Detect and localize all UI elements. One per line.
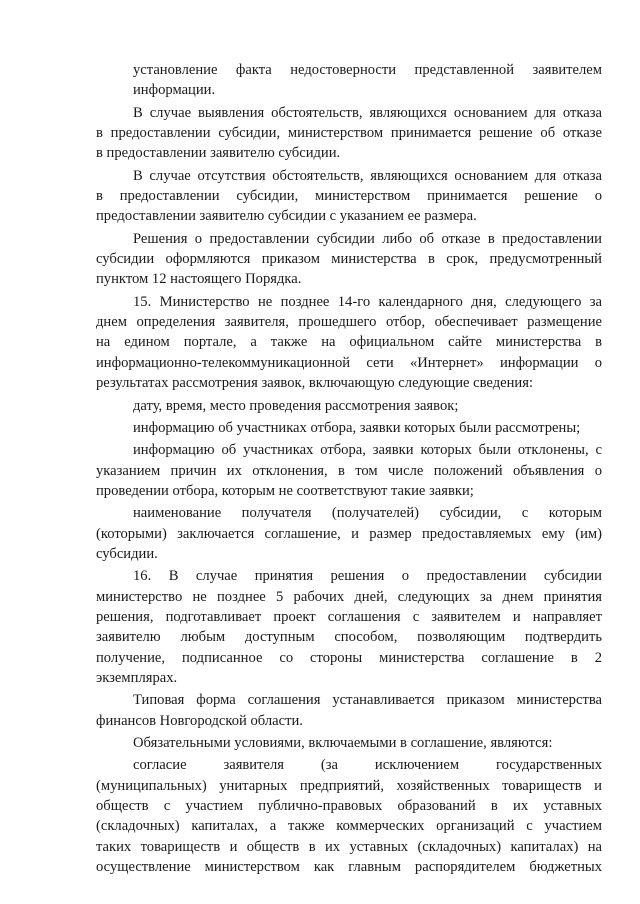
text-line: согласие заявителя (за исключением государственных xyxy=(133,757,602,774)
text-line: установление факта недостоверности представленной заявителем xyxy=(133,62,602,78)
text-line: днем определения заявителя, прошедшего отбор, обеспечивает размещение xyxy=(96,314,602,331)
text-line: заявителю любым доступным способом, позволяющим подтвердить xyxy=(96,629,602,646)
text-line: В случае отсутствия обстоятельств, являющихся основанием для отказа xyxy=(133,167,602,184)
text-line: информации. xyxy=(133,82,216,99)
text-line: наименование получателя (получателей) субсидии, с которым xyxy=(133,505,602,522)
text-line: решения, подготавливает проект соглашения с заявителем и направляет xyxy=(96,608,602,625)
text-line: субсидии. xyxy=(96,545,158,562)
text-line: на едином портале, а также на официальном сайте министерства в xyxy=(96,334,602,351)
text-line: 16. В случае принятия решения о предоставлении субсидии xyxy=(133,568,602,585)
text-line: результатах рассмотрения заявок, включающую следующие сведения: xyxy=(96,375,534,392)
text-line: 15. Министерство не позднее 14-го календарного дня, следующего за xyxy=(133,293,602,310)
text-line: пунктом 12 настоящего Порядка. xyxy=(96,271,302,288)
text-line: (муниципальных) унитарных предприятий, хозяйственных товариществ и xyxy=(96,777,602,794)
text-line: (которыми) заключается соглашение, и размер предоставляемых ему (им) xyxy=(96,525,602,542)
text-line: министерство не позднее 5 рабочих дней, следующих за днем принятия xyxy=(96,588,602,605)
text-line: (складочных) капиталах, а также коммерческих организаций с участием xyxy=(96,818,602,835)
text-line: Обязательными условиями, включаемыми в соглашение, являются: xyxy=(133,735,553,751)
text-line: дату, время, место проведения рассмотрения заявок; xyxy=(133,397,459,414)
text-line: в предоставлении субсидии, министерством принимается решение об отказе xyxy=(96,125,602,142)
text-line: информацию об участниках отбора, заявки которых были рассмотрены; xyxy=(133,419,581,436)
text-line: указанием причин их отклонения, в том числе положений объявления о xyxy=(96,462,602,479)
text-line: предоставлении заявителю субсидии с указанием ее размера. xyxy=(96,208,477,225)
text-line: Решения о предоставлении субсидии либо об отказе в предоставлении xyxy=(133,230,602,247)
text-line: Типовая форма соглашения устанавливается приказом министерства xyxy=(133,692,602,709)
text-line: таких товариществ и обществ в их уставных (складочных) капиталах) на xyxy=(96,838,602,855)
text-line: обществ с участием публично-правовых образований в их уставных xyxy=(96,798,602,815)
text-line: экземплярах. xyxy=(96,669,178,686)
text-line: субсидии оформляются приказом министерства в срок, предусмотренный xyxy=(96,251,602,268)
text-line: В случае выявления обстоятельств, являющихся основанием для отказа xyxy=(133,104,602,121)
text-line: проведении отбора, которым не соответствуют такие заявки; xyxy=(96,482,474,499)
text-line: информационно-телекоммуникационной сети «Интернет» информации о xyxy=(96,354,602,371)
text-line: в предоставлении субсидии, министерством принимается решение о xyxy=(96,188,602,205)
text-line: получение, подписанное со стороны министерства соглашение в 2 xyxy=(96,649,602,666)
text-line: финансов Новгородской области. xyxy=(96,712,303,729)
text-line: в предоставлении заявителю субсидии. xyxy=(96,145,341,162)
text-line: осуществление министерством как главным распорядителем бюджетных xyxy=(96,859,602,876)
text-line: информацию об участниках отбора, заявки которых были отклонены, с xyxy=(133,442,602,459)
